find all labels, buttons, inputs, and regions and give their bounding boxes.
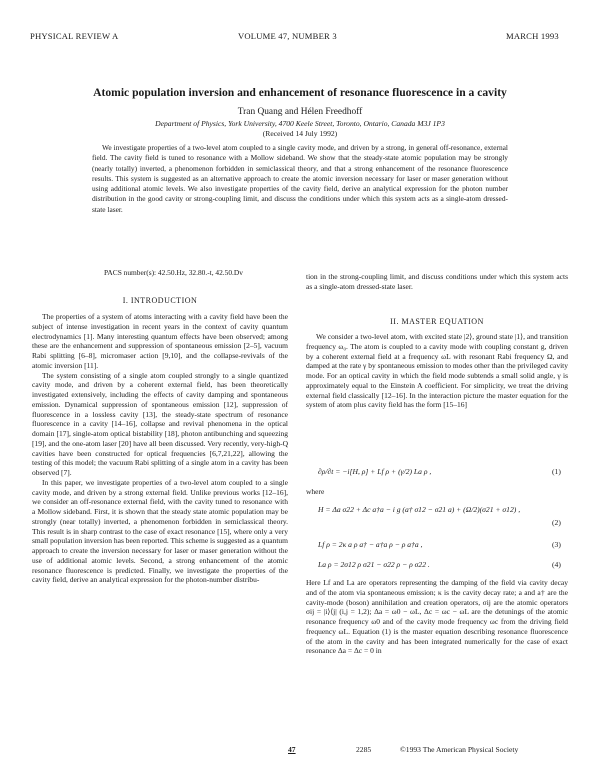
master-equation-paragraph — [306, 332, 568, 410]
section-heading-master-equation: II. MASTER EQUATION — [390, 317, 484, 326]
section-heading-introduction: I. INTRODUCTION — [122, 296, 198, 305]
abstract: We investigate properties of a two-level atom coupled to a single cavity mode, and driven by a strong, in general off-resonance, external field. The cavity field is tuned to resonance with a Mollow sideband. We show that the steady-state atomic population may be strongly (nearly totally) inverted, a phenomenon forbidden in semiclassical theory, and that a strong enhancement of the resonance fluorescence results. This system is suggested as an alternative approach to create the atomic inversion necessary for laser or maser generation without using additional atomic levels. We also investigate properties of the cavity field, derive an analytical expression for the photon number distribution in the good cavity or strong-coupling limit, and discuss the conditions under which this system acts as a single-atom dressed-state laser. — [92, 143, 508, 214]
equation-4: La ρ = 2σ12 ρ σ21 − σ22 ρ − ρ σ22 . — [318, 560, 430, 569]
volume-footer: 47 — [288, 745, 296, 754]
paper-title: Atomic population inversion and enhancement of resonance fluorescence in a cavity — [93, 86, 507, 99]
paragraph: We consider a two-level atom, with excited state |2⟩, ground state |1⟩, and transition frequency ω₀. The atom is coupled to a cavity mode with coupling constant g, driven by a coherent external field at a frequency ωL with resonant Rabi frequency Ω, and damped at the rate γ by spontaneous emission to modes other than the privileged cavity mode. For an optical cavity in which the field mode subtends a small solid angle, γ is approximately equal to the Einstein A coefficient. For simplicity, we treat the driving external field classically [12–16]. In the interaction picture the master equation for the system of atom plus cavity field has the form [15–16] — [306, 332, 568, 410]
issue-date: MARCH 1993 — [506, 31, 559, 41]
copyright: ©1993 The American Physical Society — [400, 745, 519, 754]
authors: Tran Quang and Hélen Freedhoff — [237, 107, 363, 117]
journal-name: PHYSICAL REVIEW A — [30, 31, 119, 41]
equation-number: (3) — [552, 540, 561, 549]
equation-number: (1) — [552, 467, 561, 476]
paragraph: Here Lf and La are operators representing the damping of the field via cavity decay and of the atom via spontaneous emission; κ is the cavity decay rate; a and a† are the cavity-mode (boson) annihilation and creation operators, σij are the atomic operators σij = |i⟩⟨j| (i,j = 1,2); Δa = ω0 − ωL, Δc = ωc − ωL are the detunings of the atomic resonance frequency ω0 and of the cavity mode frequency ωc from the driving field frequency ωL. Equation (1) is the master equation describing resonance fluorescence of the atom in the cavity and has been integrated numerically for the case of exact resonance Δa = Δc = 0 in — [306, 578, 568, 656]
paragraph: The system consisting of a single atom coupled strongly to a single quantized cavity mode, and driven by a coherent external field, has been theoretically investigated extensively, including the effects of cavity damping and spontaneous emission. Dynamical suppression of spontaneous emission [12], suppression of fluorescence in a lossless cavity [13], the steady-state spectrum of resonance fluorescence in a cavity [14–16], collapse and revival phenomena in the optical domain [17], single-atom optical bistability [18], photon antibunching and squeezing [19], and the one-atom laser [20] have all been discussed. Very recently, very-high-Q cavities have been constructed for optical frequencies [6,7,21,22], allowing the testing of this model; the vacuum Rabi splitting of a single atom in a cavity has been observed [7]. — [32, 370, 288, 477]
left-column — [32, 312, 288, 585]
equation-3: Lf ρ = 2κ a ρ a† − a†a ρ − ρ a†a , — [318, 540, 423, 549]
equation-number: (2) — [552, 518, 561, 527]
page-number: 2285 — [356, 745, 372, 754]
volume-number: VOLUME 47, NUMBER 3 — [238, 31, 337, 41]
equation-number: (4) — [552, 560, 561, 569]
paragraph: The properties of a system of atoms interacting with a cavity field have been the subject of intense investigation in recent years in the context of cavity quantum electrodynamics [1]. Many interesting quantum effects have been observed; among these are the enhancement and suppression of spontaneous emission [2–5], vacuum Rabi splitting [6–8], micromaser action [9,10], and the collapse-revivals of the atomic inversion [11]. — [32, 312, 288, 370]
paragraph: In this paper, we investigate properties of a two-level atom coupled to a single cavity mode, and driven by a strong external field. Unlike previous works [12–16], we consider an off-resonance external field, with the cavity tuned to resonance with a Mollow sideband. First, it is shown that the steady state atomic population may be strongly (near totally) inverted, a phenomenon forbidden in semiclassical theory. This result is in sharp contrast to the case of exact resonance [15], where only a very small population inversion has been reported. This scheme is suggested as a quantum approach to create the inversion necessary for laser or maser generation without the use of additional atomic levels. Second, a strong enhancement of the atomic resonance fluorescence is predicted. Finally, we investigate the properties of the cavity field, derive an analytical expression for the photon-number distribu- — [32, 477, 288, 585]
right-column-top — [306, 272, 568, 292]
affiliation: Department of Physics, York University, 4700 Keele Street, Toronto, Ontario, Canada M3J 1P3 — [155, 119, 445, 128]
where-label: where — [306, 487, 325, 496]
received-date: (Received 14 July 1992) — [262, 129, 338, 138]
equation-1: ∂ρ/∂t = −i[H, ρ] + Lf ρ + (γ/2) La ρ , — [318, 467, 432, 476]
definitions-paragraph — [306, 578, 568, 656]
paragraph-continuation: tion in the strong-coupling limit, and discuss conditions under which this system acts as a single-atom dressed-state laser. — [306, 272, 568, 291]
equation-2: H = Δa σ22 + Δc a†a − i g (a† σ12 − σ21 a) + (Ω/2)(σ21 + σ12) , — [318, 505, 521, 514]
pacs-numbers: PACS number(s): 42.50.Hz, 32.80.-t, 42.50.Dv — [104, 268, 243, 277]
